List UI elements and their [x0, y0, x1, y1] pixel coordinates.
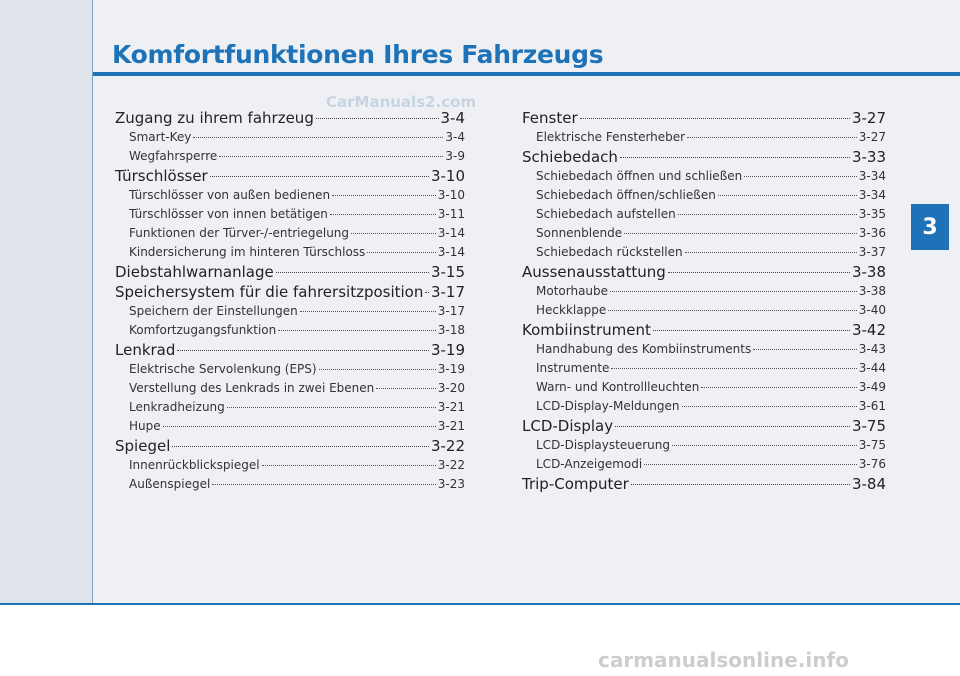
toc-dot-leader: [620, 157, 850, 158]
toc-subsection-entry[interactable]: [115, 224, 465, 243]
toc-dot-leader: [172, 446, 429, 447]
toc-dot-leader: [685, 252, 857, 253]
toc-dot-leader: [608, 310, 857, 311]
toc-dot-leader: [276, 272, 429, 273]
toc-section-entry[interactable]: [115, 340, 465, 360]
toc-dot-leader: [687, 137, 857, 138]
toc-entry-title: Sonnenblende: [536, 226, 623, 240]
toc-entry-title: Schiebedach öffnen/schließen: [536, 188, 716, 202]
toc-dot-leader: [611, 368, 856, 369]
toc-subsection-entry[interactable]: [522, 359, 886, 378]
toc-entry-title: Handhabung des Kombiinstruments: [536, 342, 752, 356]
toc-entry-title: Elektrische Fensterheber: [536, 130, 686, 144]
toc-subsection-entry[interactable]: [522, 455, 886, 474]
toc-section-entry[interactable]: [115, 436, 465, 456]
toc-entry-title: Schiebedach öffnen und schließen: [536, 169, 743, 183]
toc-dot-leader: [425, 292, 429, 293]
toc-dot-leader: [319, 369, 436, 370]
toc-entry-title: Trip-Computer: [522, 475, 629, 493]
toc-entry-page: 3-27: [858, 130, 886, 144]
toc-entry-page: 3-19: [430, 341, 465, 359]
toc-dot-leader: [332, 195, 436, 196]
toc-subsection-entry[interactable]: [115, 205, 465, 224]
toc-entry-title: LCD-Display-Meldungen: [536, 399, 680, 413]
toc-dot-leader: [580, 118, 850, 119]
toc-entry-page: 3-33: [851, 148, 886, 166]
toc-dot-leader: [718, 195, 857, 196]
toc-dot-leader: [351, 233, 436, 234]
toc-dot-leader: [682, 406, 857, 407]
toc-section-entry[interactable]: [522, 474, 886, 494]
toc-entry-page: 3-11: [437, 207, 465, 221]
toc-entry-title: Lenkradheizung: [129, 400, 225, 414]
toc-entry-title: LCD-Displaysteuerung: [536, 438, 670, 452]
toc-dot-leader: [330, 214, 436, 215]
toc-entry-title: Schiebedach rückstellen: [536, 245, 683, 259]
toc-entry-page: 3-43: [858, 342, 886, 356]
toc-dot-leader: [316, 118, 439, 119]
toc-section-entry[interactable]: [522, 320, 886, 340]
toc-entry-title: Zugang zu ihrem fahrzeug: [115, 109, 314, 127]
toc-entry-title: Türschlösser von innen betätigen: [129, 207, 328, 221]
toc-dot-leader: [624, 233, 857, 234]
toc-dot-leader: [278, 330, 436, 331]
toc-entry-title: Wegfahrsperre: [129, 149, 218, 163]
toc-entry-title: LCD-Anzeigemodi: [536, 457, 643, 471]
toc-entry-title: Diebstahlwarnanlage: [115, 263, 274, 281]
toc-entry-page: 3-18: [437, 323, 465, 337]
toc-entry-page: 3-61: [858, 399, 886, 413]
toc-entry-page: 3-4: [445, 130, 465, 144]
toc-subsection-entry[interactable]: [115, 379, 465, 398]
toc-dot-leader: [668, 272, 850, 273]
toc-dot-leader: [744, 176, 857, 177]
toc-dot-leader: [227, 407, 436, 408]
toc-entry-title: Elektrische Servolenkung (EPS): [129, 362, 317, 376]
toc-entry-title: Türschlösser: [115, 167, 208, 185]
toc-entry-page: 3-23: [437, 477, 465, 491]
toc-entry-page: 3-38: [851, 263, 886, 281]
toc-entry-title: Innenrückblickspiegel: [129, 458, 260, 472]
toc-dot-leader: [212, 484, 435, 485]
toc-dot-leader: [672, 445, 857, 446]
toc-subsection-entry[interactable]: [115, 456, 465, 475]
toc-entry-page: 3-76: [858, 457, 886, 471]
toc-entry-title: Türschlösser von außen bedienen: [129, 188, 331, 202]
toc-entry-title: Außenspiegel: [129, 477, 211, 491]
toc-left-column: [115, 108, 465, 494]
toc-entry-title: Verstellung des Lenkrads in zwei Ebenen: [129, 381, 375, 395]
toc-dot-leader: [376, 388, 435, 389]
toc-subsection-entry[interactable]: [522, 186, 886, 205]
toc-subsection-entry[interactable]: [522, 301, 886, 320]
toc-dot-leader: [300, 311, 436, 312]
toc-entry-page: 3-9: [445, 149, 465, 163]
toc-entry-page: 3-22: [437, 458, 465, 472]
left-margin-rule: [92, 0, 93, 604]
page-title: Komfortfunktionen Ihres Fahrzeugs: [112, 40, 604, 69]
toc-entry-page: 3-34: [858, 169, 886, 183]
toc-entry-title: Schiebedach aufstellen: [536, 207, 676, 221]
toc-subsection-entry[interactable]: [522, 378, 886, 397]
toc-subsection-entry[interactable]: [522, 167, 886, 186]
toc-section-entry[interactable]: [115, 108, 465, 128]
toc-dot-leader: [210, 176, 429, 177]
toc-dot-leader: [367, 252, 435, 253]
toc-subsection-entry[interactable]: [522, 128, 886, 147]
toc-subsection-entry[interactable]: [522, 436, 886, 455]
toc-section-entry[interactable]: [115, 166, 465, 186]
toc-subsection-entry[interactable]: [115, 475, 465, 494]
toc-entry-page: 3-42: [851, 321, 886, 339]
toc-entry-page: 3-22: [430, 437, 465, 455]
toc-entry-title: Motorhaube: [536, 284, 609, 298]
toc-subsection-entry[interactable]: [522, 397, 886, 416]
toc-entry-page: 3-27: [851, 109, 886, 127]
toc-entry-page: 3-10: [430, 167, 465, 185]
toc-entry-title: Heckklappe: [536, 303, 607, 317]
toc-subsection-entry[interactable]: [115, 398, 465, 417]
toc-entry-page: 3-37: [858, 245, 886, 259]
watermark-bottom: carmanualsonline.info: [598, 648, 849, 672]
toc-right-column: [522, 108, 886, 494]
toc-dot-leader: [262, 465, 436, 466]
toc-entry-title: Funktionen der Türver-/-entriegelung: [129, 226, 350, 240]
toc-entry-page: 3-75: [851, 417, 886, 435]
toc-entry-page: 3-49: [858, 380, 886, 394]
toc-entry-title: Fenster: [522, 109, 578, 127]
toc-entry-page: 3-14: [437, 245, 465, 259]
toc-subsection-entry[interactable]: [522, 205, 886, 224]
toc-dot-leader: [753, 349, 857, 350]
toc-entry-title: Schiebedach: [522, 148, 618, 166]
toc-subsection-entry[interactable]: [115, 186, 465, 205]
toc-dot-leader: [644, 464, 857, 465]
toc-section-entry[interactable]: [522, 147, 886, 167]
toc-entry-page: 3-36: [858, 226, 886, 240]
toc-entry-page: 3-40: [858, 303, 886, 317]
toc-dot-leader: [193, 137, 443, 138]
toc-entry-title: Warn- und Kontrollleuchten: [536, 380, 700, 394]
toc-section-entry[interactable]: [522, 262, 886, 282]
toc-subsection-entry[interactable]: [115, 243, 465, 262]
toc-entry-title: Hupe: [129, 419, 161, 433]
toc-entry-page: 3-34: [858, 188, 886, 202]
toc-subsection-entry[interactable]: [115, 302, 465, 321]
toc-section-entry[interactable]: [115, 262, 465, 282]
toc-dot-leader: [678, 214, 857, 215]
toc-subsection-entry[interactable]: [115, 147, 465, 166]
toc-subsection-entry[interactable]: [522, 224, 886, 243]
toc-dot-leader: [163, 426, 436, 427]
toc-dot-leader: [615, 426, 850, 427]
toc-subsection-entry[interactable]: [115, 417, 465, 436]
toc-entry-title: Komfortzugangsfunktion: [129, 323, 277, 337]
toc-entry-page: 3-21: [437, 400, 465, 414]
toc-dot-leader: [610, 291, 857, 292]
toc-entry-title: Kindersicherung im hinteren Türschloss: [129, 245, 366, 259]
toc-dot-leader: [653, 330, 850, 331]
toc-entry-title: Speichern der Einstellungen: [129, 304, 298, 318]
toc-entry-title: LCD-Display: [522, 417, 614, 435]
toc-entry-page: 3-21: [437, 419, 465, 433]
toc-entry-page: 3-44: [858, 361, 886, 375]
toc-subsection-entry[interactable]: [115, 128, 465, 147]
toc-entry-title: Lenkrad: [115, 341, 176, 359]
watermark-top: CarManuals2.com: [326, 93, 477, 111]
toc-entry-page: 3-38: [858, 284, 886, 298]
toc-entry-page: 3-10: [437, 188, 465, 202]
toc-entry-page: 3-84: [851, 475, 886, 493]
toc-dot-leader: [177, 350, 429, 351]
toc-entry-page: 3-20: [437, 381, 465, 395]
chapter-tab[interactable]: 3: [911, 204, 949, 250]
toc-entry-page: 3-4: [440, 109, 465, 127]
toc-dot-leader: [219, 156, 443, 157]
toc-subsection-entry[interactable]: [115, 321, 465, 340]
toc-dot-leader: [701, 387, 856, 388]
toc-section-entry[interactable]: [115, 282, 465, 302]
toc-entry-page: 3-17: [437, 304, 465, 318]
toc-entry-page: 3-19: [437, 362, 465, 376]
toc-entry-page: 3-14: [437, 226, 465, 240]
title-underline: [93, 72, 960, 76]
toc-entry-title: Instrumente: [536, 361, 610, 375]
toc-entry-title: Spiegel: [115, 437, 171, 455]
toc-entry-title: Smart-Key: [129, 130, 192, 144]
toc-dot-leader: [631, 484, 850, 485]
toc-section-entry[interactable]: [522, 416, 886, 436]
toc-subsection-entry[interactable]: [522, 340, 886, 359]
toc-entry-page: 3-75: [858, 438, 886, 452]
toc-section-entry[interactable]: [522, 108, 886, 128]
toc-subsection-entry[interactable]: [115, 360, 465, 379]
toc-entry-title: Speichersystem für die fahrersitzposition: [115, 283, 424, 301]
toc-subsection-entry[interactable]: [522, 282, 886, 301]
footer-rule: [0, 603, 960, 605]
toc-entry-page: 3-17: [430, 283, 465, 301]
left-margin-strip: [0, 0, 92, 604]
toc-subsection-entry[interactable]: [522, 243, 886, 262]
toc-entry-page: 3-35: [858, 207, 886, 221]
toc-entry-title: Aussenausstattung: [522, 263, 666, 281]
toc-entry-title: Kombiinstrument: [522, 321, 651, 339]
toc-entry-page: 3-15: [430, 263, 465, 281]
